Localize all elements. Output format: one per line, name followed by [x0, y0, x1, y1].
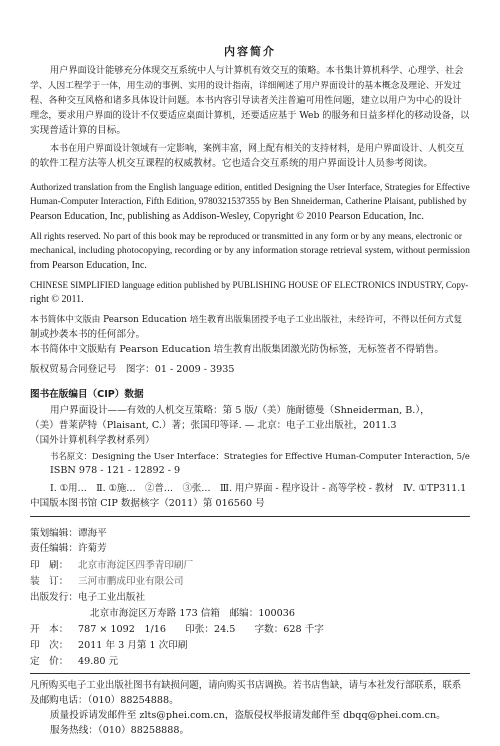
cip-line: （美）普莱萨特（Plaisant, C.）著；张国印等译. — 北京：电子工业出版社，2011.3	[30, 420, 397, 431]
responsible-editor-label: 责任编辑：	[30, 543, 78, 554]
notice-line: 本书简体中文版由 Pearson Education 培生教育出版集团授予电子工业出版社，未经许可，不得以任何方式复	[30, 315, 463, 325]
divider	[30, 516, 470, 517]
rights-line: All rights reserved. No part of this book may be reproduced or transmitted in any form or by any means, electronic or	[30, 231, 462, 241]
responsible-editor	[30, 542, 107, 556]
price-label: 定 价：	[30, 656, 69, 667]
intro-line: 用户界面设计能够充分体现交互系统中人与计算机有效交互的策略。本书集计算机科学、心理学、社会	[50, 65, 464, 76]
binder-label: 装 订：	[30, 576, 69, 587]
authorized-line: Pearson Education, Inc, publishing as Addison-Wesley, Copyright © 2010 Pearson Education, Inc.	[30, 211, 424, 222]
contract-registration: 版权贸易合同登记号 图字：01 - 2009 - 3935	[30, 364, 235, 375]
cip-line: 书名原文：Designing the User Interface：Strategies for Effective Human-Computer Interaction, 5/e	[50, 451, 470, 461]
cip-title: 图书在版编目（CIP）数据	[30, 389, 144, 400]
cip-line: 用户界面设计——有效的人机交互策略：第 5 版/（美）施耐德曼（Shneiderman, B.），	[50, 405, 430, 416]
rights-line: mechanical, including photocopying, recording or by any information storage retrieval system, without permission	[30, 245, 470, 256]
rights-line: from Pearson Education, Inc.	[30, 260, 147, 271]
printer-label: 印 刷：	[30, 560, 69, 571]
notice-line: 本书简体中文版贴有 Pearson Education 培生教育出版集团激光防伪标签，无标签者不得销售。	[30, 344, 444, 355]
cip-line: 中国版本图书馆 CIP 数据核字（2011）第 016560 号	[30, 498, 265, 509]
cip-line: Ⅰ. ①用… Ⅱ. ①施… ②普… ③张… Ⅲ. 用户界面 - 程序设计 - 高等学校 - 教材 Ⅳ. ①TP311.1	[50, 483, 467, 494]
edition-line: CHINESE SIMPLIFIED language edition published by PUBLISHING HOUSE OF ELECTRONICS INDUSTRY, Copy-	[30, 280, 469, 290]
printing-label: 印 次：	[30, 640, 69, 651]
notice-line: 制或抄袭本书的任何部分。	[30, 329, 146, 340]
binder-value: 三河市鹏成印业有限公司	[78, 576, 184, 587]
publisher-address: 北京市海淀区万寿路 173 信箱 邮编：100036	[90, 608, 295, 619]
planning-editor-label: 策划编辑：	[30, 528, 78, 539]
edition-line: right © 2011.	[30, 294, 84, 305]
intro-line: 实现普适计算的目标。	[30, 125, 126, 136]
intro-line: 程、各种交互风格和诸多具体设计问题。本书内容引导读者关注普遍可用性问题，建立以用户为中心的设计	[30, 95, 462, 106]
intro-line: 学、人因工程学于一体，用生动的事例、实用的设计指南，详细阐述了用户界面设计的基本概念及理论、开发过	[30, 81, 462, 91]
footer-line: 凡所购买电子工业出版社图书有缺损问题，请向购买书店调换。若书店售缺，请与本社发行部联系，联系	[30, 680, 462, 691]
price-value: 49.80 元	[78, 656, 119, 667]
intro-line: 理念，要求用户界面的设计不仅要适应桌面计算机，还要适应基于 Web 的服务和日益多样化的移动设备，以	[30, 110, 470, 121]
printer	[30, 559, 193, 573]
planning-editor	[30, 527, 107, 541]
authorized-line: Human-Computer Interaction, Fifth Edition, 9780321537355 by Ben Shneiderman, Catherine Plaisant, published by	[30, 197, 467, 207]
cip-line: （国外计算机科学教材系列）	[30, 435, 155, 446]
printing-value: 2011 年 3 月第 1 次印刷	[78, 640, 188, 651]
publisher-label: 出版发行：	[30, 592, 78, 603]
responsible-editor-name: 许菊芳	[77, 543, 107, 554]
intro2-line: 本书在用户界面设计领域有一定影响，案例丰富，网上配有相关的支持材料，是用户界面设计、人机交互	[50, 144, 465, 154]
binder	[30, 575, 184, 589]
footer-line: 服务热线：（010）88258888。	[50, 725, 190, 736]
printing-info	[30, 639, 187, 653]
publisher	[30, 591, 145, 605]
page-title: 内容简介	[224, 45, 276, 58]
footer-line: 及邮购电话：（010）88254888。	[30, 695, 179, 706]
format-label: 开 本：	[30, 624, 69, 635]
planning-editor-name: 谭海平	[77, 528, 107, 539]
format-value: 787 × 1092 1/16 印张：24.5 字数：628 千字	[78, 624, 324, 635]
authorized-line: Authorized translation from the English language edition, entitled Designing the User Interface, Strategies for Effective	[30, 182, 470, 192]
publisher-value: 电子工业出版社	[77, 592, 146, 603]
footer-line: 质量投诉请发邮件至 zlts@phei.com.cn，盗版侵权举报请发邮件至 dbqq@phei.com.cn。	[50, 710, 446, 721]
intro2-line: 的软件工程方法等人机交互课程的权威教材。它也适合交互系统的用户界面设计人员参考阅读。	[30, 158, 433, 169]
printer-value: 北京市海淀区四季青印刷厂	[78, 560, 194, 571]
divider	[30, 673, 470, 674]
price	[30, 655, 118, 669]
cip-line: ISBN 978 - 121 - 12892 - 9	[50, 465, 181, 476]
book-format	[30, 623, 324, 637]
